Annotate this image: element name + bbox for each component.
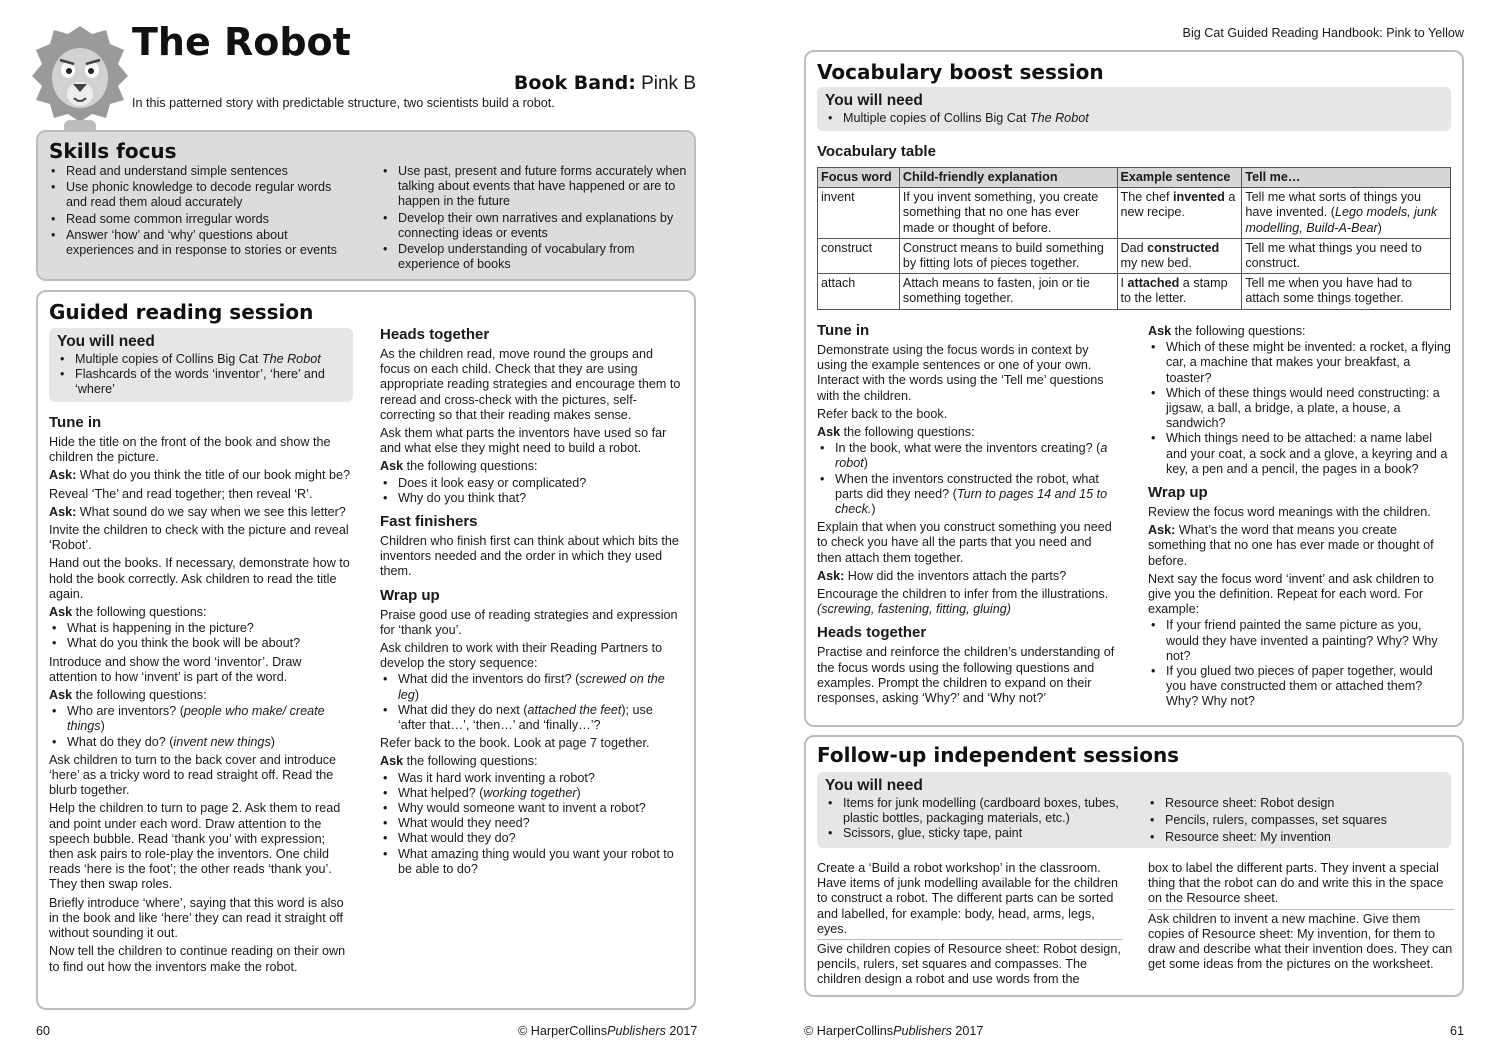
list-item: • Does it look easy or complicated? bbox=[380, 476, 684, 491]
list-item: • What do you think the book will be about? bbox=[49, 636, 351, 651]
wrap-up-heading: Wrap up bbox=[380, 586, 440, 604]
paragraph: Introduce and show the word ‘inventor’. Draw attention to how ‘invent’ is part of the word. bbox=[49, 654, 302, 684]
skills-focus-title: Skills focus bbox=[49, 139, 177, 163]
skills-focus-panel bbox=[36, 130, 696, 281]
list-item: • What amazing thing would you want your robot to be able to do? bbox=[380, 847, 684, 877]
book-band bbox=[380, 72, 696, 95]
table-cell: If you invent something, you create something that no one has ever made or thought of before. bbox=[899, 188, 1117, 239]
list-item: • Use past, present and future forms accurately when talking about events that have happened or are to happen in the future bbox=[380, 164, 688, 210]
paragraph: Children who finish first can think about which bits the inventors needed and the order in which they used them. bbox=[380, 534, 679, 579]
table-cell: construct bbox=[818, 238, 900, 273]
paragraph: Ask: What sound do we say when we see this letter? bbox=[49, 504, 346, 519]
paragraph: Briefly introduce ‘where’, saying that this word is also in the book and like ‘here’ they can read it straight off without sounding it out. bbox=[49, 895, 344, 941]
list-item: • What do they do? (invent new things) bbox=[49, 735, 351, 750]
follow-left-column bbox=[817, 861, 1123, 988]
list-item: • Scissors, glue, sticky tape, paint bbox=[825, 826, 1135, 841]
table-cell: Dad constructed my new bed. bbox=[1117, 238, 1242, 273]
table-cell: Construct means to build something by fitting lots of pieces together. bbox=[899, 238, 1117, 273]
paragraph: Explain that when you construct something you need to check you have all the parts that you need and then attach them together. bbox=[817, 520, 1112, 565]
list-item: • Answer ‘how’ and ‘why’ questions about experiences and in response to stories or events bbox=[48, 228, 348, 258]
page-title: The Robot bbox=[132, 20, 351, 64]
list-item: • Multiple copies of Collins Big Cat The Robot bbox=[825, 111, 1443, 126]
list-item: • Was it hard work inventing a robot? bbox=[380, 771, 684, 786]
paragraph: Encourage the children to infer from the illustrations. (screwing, fastening, fitting, gluing) bbox=[817, 587, 1109, 617]
page-number-right: 61 bbox=[1449, 1024, 1464, 1038]
fast-finishers-heading: Fast finishers bbox=[380, 513, 478, 531]
paragraph: Give children copies of Resource sheet: Robot design, pencils, rulers, set squares and compasses. The children design a robot and use words from the bbox=[817, 939, 1123, 988]
list-item: • Use phonic knowledge to decode regular words and read them aloud accurately bbox=[48, 180, 348, 210]
intro-text: In this patterned story with predictable structure, two scientists build a robot. bbox=[132, 96, 555, 110]
column-header: Tell me… bbox=[1242, 168, 1451, 188]
paragraph: Create a ‘Build a robot workshop’ in the classroom. Have items of junk modelling available for the children to construct a robot. The different parts can be sorted and labelled, for example: body, head, arms, legs, eyes. bbox=[817, 861, 1119, 936]
column-header: Example sentence bbox=[1117, 168, 1242, 188]
table-cell: Tell me when you have had to attach some things together. bbox=[1242, 274, 1451, 309]
copyright-left: © HarperCollinsPublishers 2017 bbox=[518, 1024, 698, 1038]
table-row bbox=[818, 238, 1451, 273]
list-item: • Resource sheet: Robot design bbox=[1147, 796, 1447, 811]
table-cell: attach bbox=[818, 274, 900, 309]
paragraph: Ask children to turn to the back cover and introduce ‘here’ as a tricky word to read straight off. Read the blurb together. bbox=[49, 752, 337, 798]
book-band-value: Pink B bbox=[641, 73, 696, 94]
page-number-left: 60 bbox=[36, 1024, 51, 1038]
guided-reading-panel bbox=[36, 290, 696, 1010]
paragraph: Ask: How did the inventors attach the parts? bbox=[817, 568, 1067, 583]
paragraph: Praise good use of reading strategies and expression for ‘thank you’. bbox=[380, 607, 678, 637]
book-band-label: Book Band: bbox=[513, 72, 636, 94]
table-cell: Tell me what things you need to construct. bbox=[1242, 238, 1451, 273]
paragraph: Ask: What do you think the title of our book might be? bbox=[49, 468, 351, 483]
you-will-need-title: You will need bbox=[825, 92, 923, 109]
list-item: • Which of these might be invented: a rocket, a flying car, a machine that makes your breakfast, a toaster? bbox=[1148, 340, 1454, 386]
paragraph: Ask children to work with their Reading Partners to develop the story sequence: bbox=[380, 641, 663, 671]
vocabulary-panel bbox=[804, 50, 1464, 727]
vocab-table-title: Vocabulary table bbox=[817, 143, 936, 160]
paragraph: Ask: What’s the word that means you create something that no one has ever made or thought of before. bbox=[1148, 523, 1434, 568]
paragraph: Ask the following questions: bbox=[380, 459, 538, 474]
table-header-row bbox=[818, 168, 1451, 188]
vocab-table bbox=[817, 167, 1451, 310]
list-item: • In the book, what were the inventors creating? (a robot) bbox=[817, 441, 1119, 471]
table-cell: invent bbox=[818, 188, 900, 239]
paragraph: Demonstrate using the focus words in context by using the example sentences or one of your own. Interact with the words using the ‘Tell me’ questions with the children. bbox=[817, 343, 1104, 403]
vocab-right-column bbox=[1148, 324, 1454, 713]
paragraph: As the children read, move round the groups and focus on each child. Check that they are using appropriate reading strategies and encourage them to reread and cross-check with the pictures, self-correcting so that their reading makes sense. bbox=[380, 347, 681, 422]
follow-you-will-need bbox=[817, 772, 1451, 848]
vocab-left-column bbox=[817, 322, 1119, 709]
list-item: • Items for junk modelling (cardboard boxes, tubes, plastic bottles, packaging materials, etc.) bbox=[825, 796, 1135, 826]
column-header: Focus word bbox=[818, 168, 900, 188]
paragraph: Ask the following questions: bbox=[1148, 324, 1306, 338]
paragraph: Hand out the books. If necessary, demonstrate how to hold the book correctly. Ask children to read the title again. bbox=[49, 556, 350, 601]
paragraph: box to label the different parts. They invent a special thing that the robot can do and write this in the space on the Resource sheet. bbox=[1148, 861, 1444, 906]
paragraph: Next say the focus word ‘invent’ and ask children to give you the definition. Repeat for each word. For example: bbox=[1148, 571, 1434, 617]
list-item: • Read some common irregular words bbox=[48, 212, 348, 227]
you-will-need-title: You will need bbox=[825, 777, 923, 794]
lion-logo-icon bbox=[30, 24, 130, 136]
paragraph: Review the focus word meanings with the children. bbox=[1148, 505, 1431, 520]
guided-you-will-need bbox=[49, 328, 353, 402]
paragraph: Ask the following questions: bbox=[380, 754, 538, 769]
list-item: • Why do you think that? bbox=[380, 491, 684, 506]
copyright-right: © HarperCollinsPublishers 2017 bbox=[804, 1024, 984, 1038]
list-item: • Develop their own narratives and explanations by connecting ideas or events bbox=[380, 211, 688, 241]
table-cell: Attach means to fasten, join or tie something together. bbox=[899, 274, 1117, 309]
guided-left-column bbox=[49, 414, 351, 978]
tune-in-heading: Tune in bbox=[817, 322, 870, 339]
list-item: • What did the inventors do first? (screwed on the leg) bbox=[380, 672, 684, 702]
paragraph: Ask the following questions: bbox=[817, 425, 975, 440]
wrap-up-heading: Wrap up bbox=[1148, 484, 1208, 502]
paragraph: Refer back to the book. Look at page 7 together. bbox=[380, 736, 650, 751]
table-row bbox=[818, 188, 1451, 239]
skills-list-right bbox=[380, 164, 688, 272]
paragraph: Practise and reinforce the children’s understanding of the focus words using the following questions and examples. Prompt the children to expand on their responses, asking ‘Why?’ and ‘Why not?’ bbox=[817, 645, 1115, 706]
follow-right-column bbox=[1148, 861, 1454, 972]
paragraph: Invite the children to check with the picture and reveal ‘Robot’. bbox=[49, 523, 349, 553]
list-item: • Pencils, rulers, compasses, set squares bbox=[1147, 813, 1447, 828]
table-cell: I attached a stamp to the letter. bbox=[1117, 274, 1242, 309]
handbook-title: Big Cat Guided Reading Handbook: Pink to Yellow bbox=[1182, 26, 1464, 40]
paragraph: Now tell the children to continue reading on their own to find out how the inventors make the robot. bbox=[49, 944, 346, 974]
paragraph: Help the children to turn to page 2. Ask them to read and point under each word. Draw attention to the speech bubble. Read ‘thank you’ with expression; then ask pairs to role-play the inventors. One child reads ‘here is the foot’; the other reads ‘thank you’. They then swap roles. bbox=[49, 801, 341, 892]
column-header: Child-friendly explanation bbox=[899, 168, 1117, 188]
list-item: • Who are inventors? (people who make/ create things) bbox=[49, 704, 351, 734]
list-item: • Flashcards of the words ‘inventor’, ‘here’ and ‘where’ bbox=[57, 367, 345, 397]
list-item: • What helped? (working together) bbox=[380, 786, 684, 801]
paragraph: Refer back to the book. bbox=[817, 406, 948, 421]
list-item: • Resource sheet: My invention bbox=[1147, 830, 1447, 845]
list-item: • What would they need? bbox=[380, 816, 684, 831]
table-row bbox=[818, 274, 1451, 309]
list-item: • Develop understanding of vocabulary from experience of books bbox=[380, 242, 688, 272]
heads-together-heading: Heads together bbox=[380, 326, 490, 343]
list-item: • What is happening in the picture? bbox=[49, 621, 351, 636]
guided-reading-title: Guided reading session bbox=[49, 300, 314, 324]
list-item: • What did they do next (attached the feet); use ‘after that…’, ‘then…’ and ‘finally…’? bbox=[380, 703, 684, 733]
follow-up-title: Follow-up independent sessions bbox=[817, 743, 1180, 767]
you-will-need-title: You will need bbox=[57, 333, 155, 350]
list-item: • What would they do? bbox=[380, 831, 684, 846]
paragraph: Reveal ‘The’ and read together; then reveal ‘R’. bbox=[49, 486, 313, 501]
paragraph: Hide the title on the front of the book and show the children the picture. bbox=[49, 435, 331, 465]
list-item: • Why would someone want to invent a robot? bbox=[380, 801, 684, 816]
skills-list-left bbox=[48, 164, 348, 258]
list-item: • Multiple copies of Collins Big Cat The Robot bbox=[57, 352, 345, 367]
follow-up-panel bbox=[804, 735, 1464, 997]
list-item: • Which things need to be attached: a name label and your coat, a sock and a glove, a keyring and a key, a pen and a pencil, the pages in a book? bbox=[1148, 431, 1454, 477]
paragraph: Ask the following questions: bbox=[49, 688, 207, 703]
paragraph: Ask them what parts the inventors have used so far and what else they might need to build a robot. bbox=[380, 426, 667, 456]
table-cell: Tell me what sorts of things you have invented. (Lego models, junk modelling, Build-A-Bear) bbox=[1242, 188, 1451, 239]
guided-right-column bbox=[380, 326, 684, 880]
list-item: • When the inventors constructed the robot, what parts did they need? (Turn to pages 14 and 15 to check.) bbox=[817, 472, 1119, 518]
vocabulary-title: Vocabulary boost session bbox=[817, 60, 1104, 84]
list-item: • If you glued two pieces of paper together, would you have constructed them or attached them? Why? Why not? bbox=[1148, 664, 1454, 710]
list-item: • Read and understand simple sentences bbox=[48, 164, 348, 179]
table-cell: The chef invented a new recipe. bbox=[1117, 188, 1242, 239]
vocab-you-will-need bbox=[817, 87, 1451, 131]
heads-together-heading: Heads together bbox=[817, 624, 927, 642]
paragraph: Ask children to invent a new machine. Give them copies of Resource sheet: My invention, for them to draw and describe what their invention does. They can get some ideas from the pictures on the worksheet. bbox=[1148, 909, 1454, 973]
list-item: • Which of these things would need constructing: a jigsaw, a ball, a bridge, a plate, a house, a sandwich? bbox=[1148, 386, 1454, 432]
tune-in-heading: Tune in bbox=[49, 414, 102, 431]
list-item: • If your friend painted the same picture as you, would they have invented a painting? Why? Why not? bbox=[1148, 618, 1454, 664]
paragraph: Ask the following questions: bbox=[49, 605, 207, 620]
